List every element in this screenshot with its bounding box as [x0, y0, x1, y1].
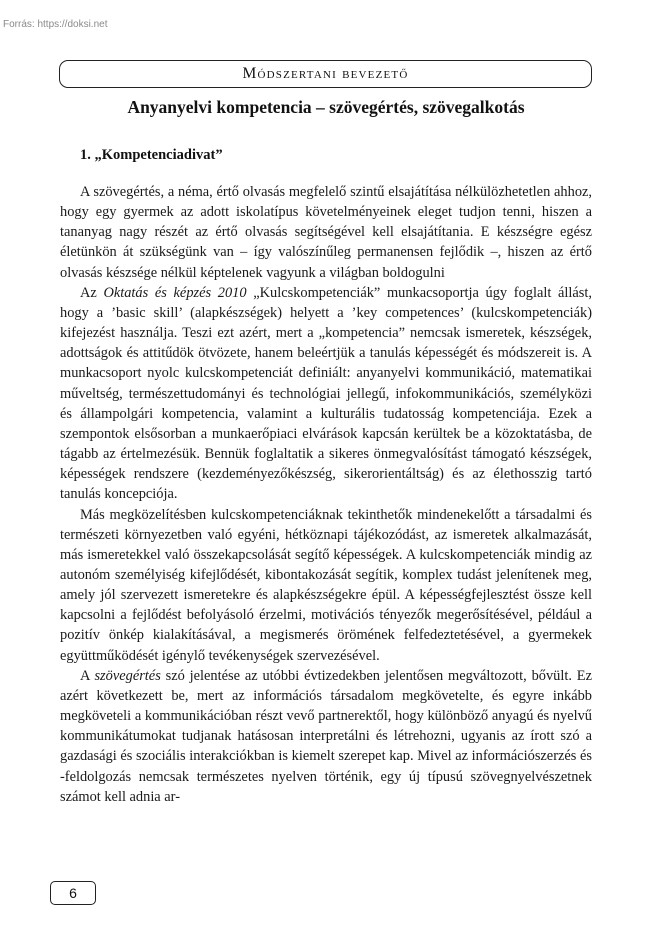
- paragraph-4-text: szó jelentése az utóbbi évtizedekben jelentősen megváltozott, bővült. Ez azért következett be, mert az információs társadalom megkövetelte, és egyre inkább megköveteli a kommunikációban részt vevő partnerektől, hogy különböző anyagú és nyelvű kommunikátumokat tudjanak hatásosan interpretálni és létrehozni, ugyanis az írott szó a gazdasági és szociális interakciókban is kiemelt szerepet kap. Mivel az információszerzés és -feldolgozás nemcsak természetes nyelven történik, egy új típusú szövegnyelvészetnek számot kell adnia ar-: [60, 667, 592, 805]
- page-number: 6: [69, 885, 77, 901]
- paragraph-2-italic: Oktatás és képzés 2010: [103, 284, 247, 301]
- paragraph-2: [60, 283, 592, 505]
- page-title: Anyanyelvi kompetencia – szövegértés, szövegalkotás: [127, 97, 525, 117]
- section-heading: 1. „Kompetenciadivat”: [80, 147, 223, 163]
- page-number-box: [50, 881, 96, 905]
- paragraph-4: [60, 666, 592, 807]
- paragraph-2-text: „Kulcskompetenciák” munkacsoportja úgy foglalt állást, hogy a ’basic skill’ (alapkészségek) helyett a ’key competences’ (kulcskompetenciák) kifejezést használja. Teszi ezt azért, mert a „kompetencia” nemcsak ismeretek, készségek, adottságok és attitűdök ötvözete, hanem beleértjük a tanulás képességét és módszereit is. A munkacsoport nyolc kulcskompetenciát definiált: anyanyelvi kommunikáció, matematikai műveltség, természettudományi és technológiai jellegű, infokommunikációs, személyközi és állampolgári kompetencia, valamint a kulturális tudatosság kompetenciája. Ezek a szempontok elsősorban a munkaerőpiaci elvárások kapcsán kerültek be a közoktatásba, de tágabb az értelmezésük. Bennük foglaltatik a sikeres önmegvalósítást támogató készségek, képességek rendszere (kezdeményezőkészség, sikerorientáltság) és az élethosszig tartó tanulás koncepciója.: [60, 284, 592, 503]
- paragraph-4-italic: szövegértés: [94, 667, 161, 684]
- body-text: [60, 182, 592, 807]
- section-header-box: [59, 60, 592, 88]
- paragraph-1: [60, 182, 592, 283]
- paragraph-3: [60, 505, 592, 666]
- paragraph-1-text: A szövegértés, a néma, értő olvasás megfelelő szintű elsajátítása nélkülözhetetlen ahhoz, hogy egy gyermek az adott iskolatípus követelményeinek eleget tudjon tenni, hiszen a tananyag nagy részét az értő olvasás segítségével kell elsajátítania. E készségre egész életünkön át szükségünk van – így valószínűleg permanensen fejlődik –, hiszen az értő olvasás készsége nélkül képtelenek vagyunk a világban boldogulni: [60, 184, 592, 281]
- section-header-label: Módszertani bevezető: [242, 65, 409, 82]
- source-watermark: Forrás: https://doksi.net: [3, 19, 108, 30]
- paragraph-4-lead: A: [80, 667, 95, 684]
- paragraph-2-lead: Az: [80, 284, 104, 301]
- paragraph-3-text: Más megközelítésben kulcskompetenciáknak tekinthetők mindenekelőtt a társadalmi és természeti környezetben való egyéni, hétköznapi tájékozódást, az ismeretek alkalmazását, más ismeretekkel való összekapcsolását segítő képességek. A kulcskompetenciák mindig az autonóm személyiség kifejlődését, kibontakozását segítik, komplex tudást jelenítenek meg, amely jól szervezett ismeretekre és alapkészségekre épül. A képességfejlesztést össze kell kapcsolni a fejlődést befolyásoló érzelmi, motivációs tényezők megerősítésével, például a pozitív önkép kialakításával, a megismerés örömének felfedeztetésével, a gyermekek együttműködését igénylő tevékenységek szervezésével.: [60, 506, 592, 664]
